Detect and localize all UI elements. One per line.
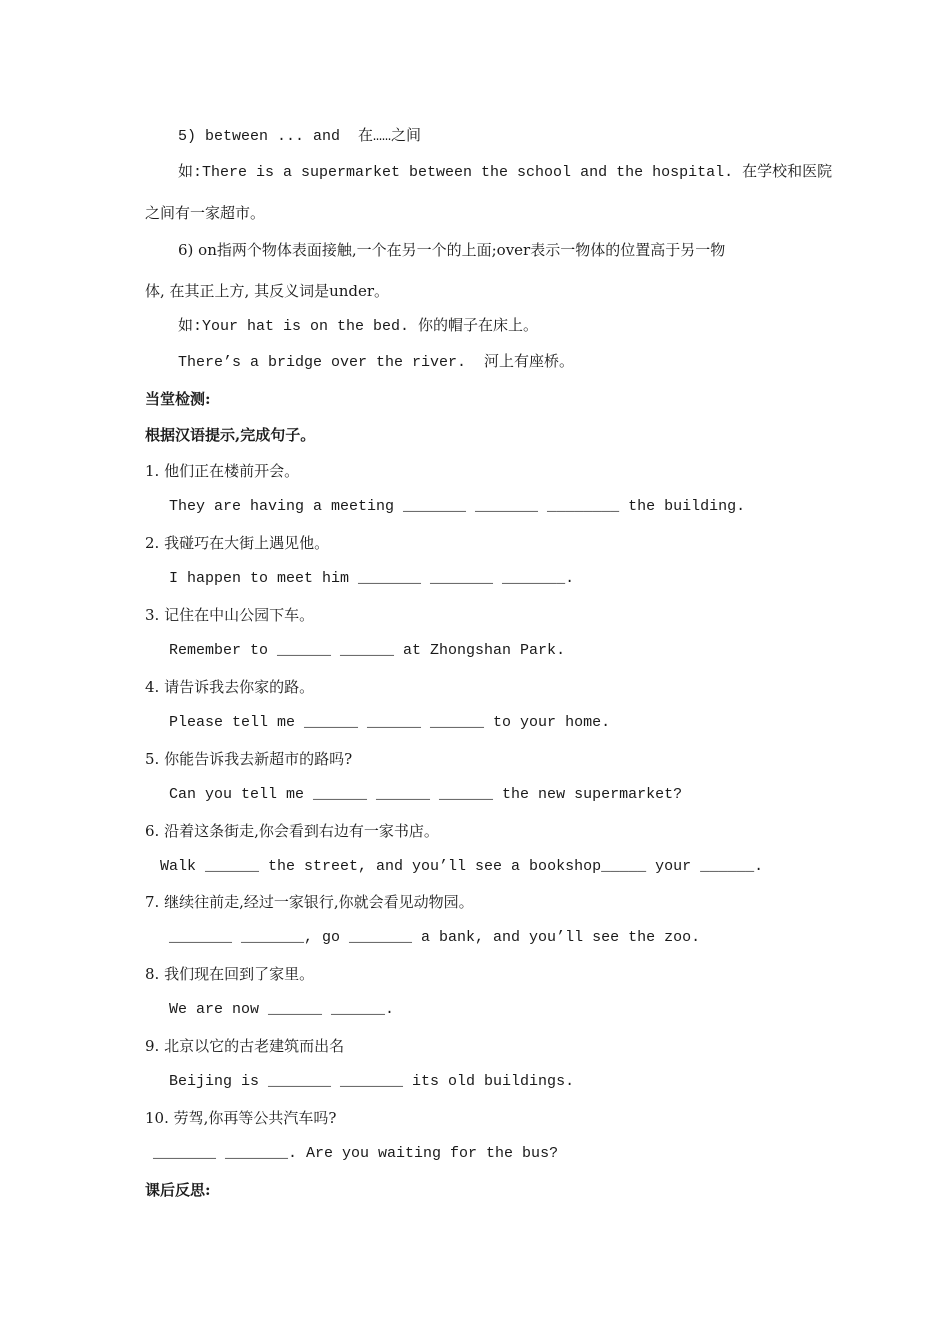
exercise-1-en: They are having a meeting _______ _______ ________ the building. bbox=[169, 498, 746, 515]
exercise-3-cn: 3. 记住在中山公园下车。 bbox=[145, 606, 315, 624]
item6-example-2: There’s a bridge over the river. 河上有座桥。 bbox=[178, 354, 575, 371]
exercise-6-en: Walk ______ the street, and you’ll see a bookshop_____ your ______. bbox=[160, 858, 764, 875]
exercise-7-cn: 7. 继续往前走,经过一家银行,你就会看见动物园。 bbox=[145, 893, 474, 911]
section-heading-test: 当堂检测: bbox=[145, 390, 211, 408]
item5-example: 如:There is a supermarket between the school and the hospital. 在学校和医院 bbox=[178, 164, 833, 181]
exercise-1-cn: 1. 他们正在楼前开会。 bbox=[145, 462, 300, 480]
exercise-2-cn: 2. 我碰巧在大街上遇见他。 bbox=[145, 534, 330, 552]
exercise-9-en: Beijing is _______ _______ its old buildings. bbox=[169, 1073, 575, 1090]
item5-title: 5) between ... and 在……之间 bbox=[178, 128, 422, 145]
exercise-10-cn: 10. 劳驾,你再等公共汽车吗? bbox=[145, 1109, 337, 1127]
item6-text-cont: 体, 在其正上方, 其反义词是under。 bbox=[145, 282, 390, 300]
item6-example-1: 如:Your hat is on the bed. 你的帽子在床上。 bbox=[178, 318, 539, 335]
item6-text: 6) on指两个物体表面接触,一个在另一个的上面;over表示一物体的位置高于另一物 bbox=[178, 241, 726, 259]
exercise-4-en: Please tell me ______ ______ ______ to your home. bbox=[169, 714, 611, 731]
exercise-8-en: We are now ______ ______. bbox=[169, 1001, 395, 1018]
exercise-3-en: Remember to ______ ______ at Zhongshan Park. bbox=[169, 642, 566, 659]
item5-example-cont: 之间有一家超市。 bbox=[145, 204, 266, 222]
exercise-instruction: 根据汉语提示,完成句子。 bbox=[145, 426, 316, 444]
exercise-7-en: _______ _______, go _______ a bank, and you’ll see the zoo. bbox=[169, 929, 701, 946]
exercise-6-cn: 6. 沿着这条街走,你会看到右边有一家书店。 bbox=[145, 822, 439, 840]
section-heading-reflection: 课后反思: bbox=[145, 1181, 211, 1199]
exercise-8-cn: 8. 我们现在回到了家里。 bbox=[145, 965, 315, 983]
exercise-9-cn: 9. 北京以它的古老建筑而出名 bbox=[145, 1037, 345, 1055]
exercise-4-cn: 4. 请告诉我去你家的路。 bbox=[145, 678, 315, 696]
exercise-5-cn: 5. 你能告诉我去新超市的路吗? bbox=[145, 750, 353, 768]
exercise-10-en: _______ _______. Are you waiting for the bus? bbox=[153, 1145, 559, 1162]
exercise-5-en: Can you tell me ______ ______ ______ the new supermarket? bbox=[169, 786, 683, 803]
exercise-2-en: I happen to meet him _______ _______ _______. bbox=[169, 570, 575, 587]
